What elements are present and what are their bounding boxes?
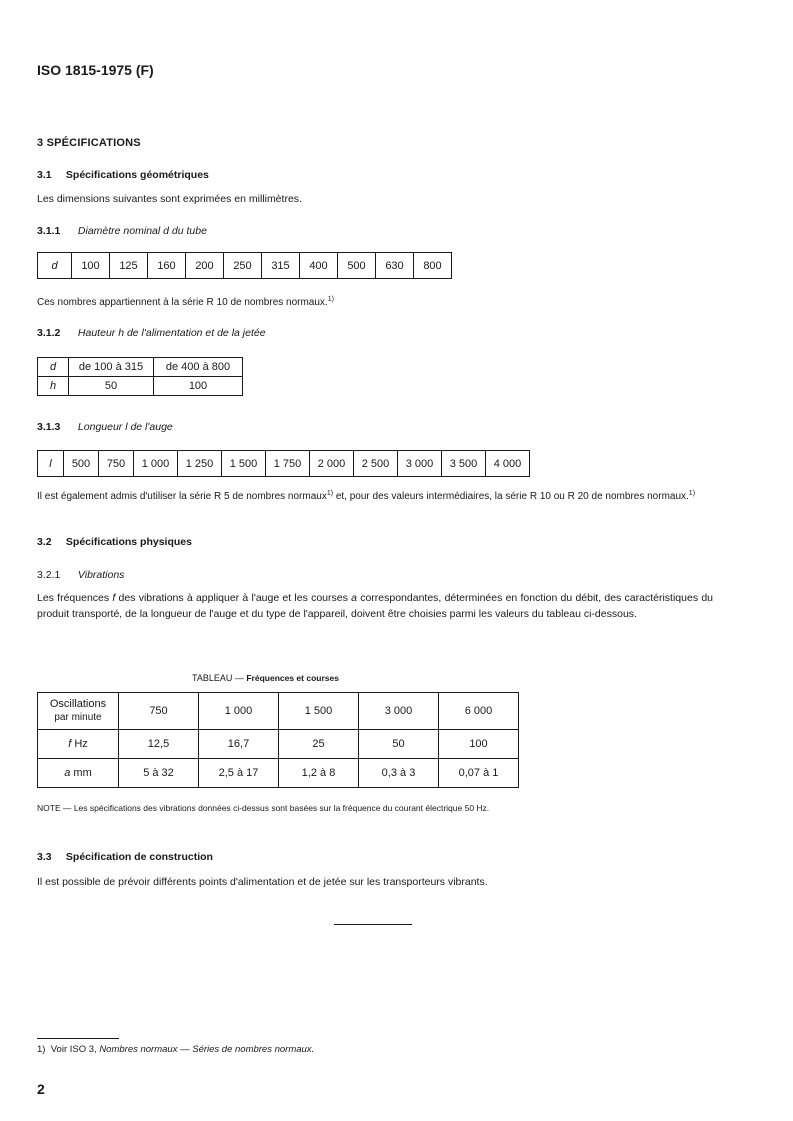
table-cell: 12,5 [119,730,199,759]
footnote-ref: 1) [326,490,334,497]
table-label [38,693,119,730]
table-cell: 50 [69,377,154,396]
footnote-title: Nombres normaux — Séries de nombres normaux. [99,1044,315,1055]
section-title: Diamètre nominal d du tube [77,225,207,237]
table-cell: 630 [376,253,414,279]
paragraph-text: des vibrations à appliquer à l'auge et les courses [115,592,352,604]
document-id: ISO 1815-1975 (F) [37,62,154,78]
section-3-1-heading [37,169,209,181]
caption-prefix: TABLEAU — [192,673,247,683]
table-cell: 1 000 [134,451,178,477]
table-cell: 1 000 [199,693,279,730]
table-cell: 250 [224,253,262,279]
vibrations-note: NOTE — Les spécifications des vibrations données ci-dessus sont basées sur la fréquence du courant électrique 50 Hz. [37,803,490,813]
table-cell: 1,2 à 8 [279,759,359,788]
section-3-1-3-heading [37,421,173,433]
table-cell: 3 000 [359,693,439,730]
table-cell: 2 500 [354,451,398,477]
table-label: d [38,253,72,279]
table-cell: 200 [186,253,224,279]
vibrations-paragraph [37,590,713,622]
section-3-2-1-heading [37,569,124,581]
footnote-rule [37,1038,119,1039]
table-cell: 1 250 [178,451,222,477]
section-3-2-heading [37,536,192,548]
label-line: par minute [54,712,102,723]
section-number: 3.1.3 [37,421,61,433]
table-cell: 3 000 [398,451,442,477]
table-label [38,730,119,759]
diameter-note [37,292,334,311]
table-cell: 0,3 à 3 [359,759,439,788]
section-number: 3.1.1 [37,225,61,237]
table-cell: de 100 à 315 [69,358,154,377]
table-cell: 1 500 [279,693,359,730]
section-number: 3.1.2 [37,327,61,339]
footnote-ref: 1) [688,490,696,497]
note-text: Ces nombres appartiennent à la série R 10 de nombres normaux. [37,297,328,308]
table-cell: 3 500 [442,451,486,477]
variable: a [64,766,71,779]
table-cell: de 400 à 800 [154,358,243,377]
table-cell: 750 [119,693,199,730]
length-table [37,450,530,477]
table-cell: 125 [110,253,148,279]
section-number: 3.2 [37,536,52,548]
section-3-1-2-heading [37,327,266,339]
table-cell: 50 [359,730,439,759]
table-caption [192,673,339,683]
table-cell: 25 [279,730,359,759]
section-3-3-heading [37,851,213,863]
section-title: Spécifications physiques [65,536,192,548]
section-title: Hauteur h de l'alimentation et de la jetée [77,327,266,339]
unit: Hz [71,737,88,750]
table-cell: 315 [262,253,300,279]
length-note [37,486,713,505]
table-cell: 5 à 32 [119,759,199,788]
table-cell: 750 [99,451,134,477]
table-cell: 0,07 à 1 [439,759,519,788]
variable: f [68,737,72,750]
table-cell: 2 000 [310,451,354,477]
table-cell: 100 [154,377,243,396]
table-cell: 4 000 [486,451,530,477]
footnote-marker: 1) [37,1044,46,1055]
dimensions-intro: Les dimensions suivantes sont exprimées en millimètres. [37,193,302,205]
diameter-table [37,252,452,279]
section-3-title: 3 SPÉCIFICATIONS [37,137,141,149]
table-label: d [38,358,69,377]
table-label: l [38,451,64,477]
variable: f [112,592,116,604]
height-table [37,357,243,396]
table-cell: 800 [414,253,452,279]
footnote-text: Voir ISO 3, [50,1044,100,1055]
page-number: 2 [37,1081,45,1097]
note-text: Il est également admis d'utiliser la série R 5 de nombres normaux [37,491,327,502]
section-3-1-1-heading [37,225,207,237]
section-title: Spécifications géométriques [65,169,209,181]
footnote-ref: 1) [327,296,334,303]
construction-paragraph: Il est possible de prévoir différents points d'alimentation et de jetée sur les transporteurs vibrants. [37,876,488,888]
table-cell: 500 [338,253,376,279]
table-cell: 2,5 à 17 [199,759,279,788]
table-cell: 500 [64,451,99,477]
table-label [38,759,119,788]
unit: mm [70,766,92,779]
section-number: 3.3 [37,851,52,863]
paragraph-text: Les fréquences [37,592,113,604]
frequency-table [37,692,519,788]
variable: a [351,592,357,604]
table-label: h [38,377,69,396]
paragraph-text: correspondantes, déterminées en fonction du débit, des caractéristiques du produit transporté, de la longueur de l'auge et du type de l'appareil, doivent être choisies parmi les valeurs du tableau ci-dessous. [37,592,714,620]
table-cell: 16,7 [199,730,279,759]
section-title: Vibrations [77,569,125,581]
table-cell: 100 [439,730,519,759]
table-cell: 160 [148,253,186,279]
section-number: 3.2.1 [37,569,61,581]
table-cell: 400 [300,253,338,279]
section-title: Spécification de construction [65,851,213,863]
end-separator [334,924,412,925]
table-cell: 1 750 [266,451,310,477]
table-cell: 1 500 [222,451,266,477]
footnote [37,1044,314,1055]
table-cell: 100 [72,253,110,279]
section-title: Longueur l de l'auge [77,421,173,433]
note-text: et, pour des valeurs intermédiaires, la série R 10 ou R 20 de nombres normaux. [333,491,689,502]
label-line: Oscillations [49,698,107,710]
table-cell: 6 000 [439,693,519,730]
caption-title: Fréquences et courses [246,673,339,683]
section-number: 3.1 [37,169,52,181]
